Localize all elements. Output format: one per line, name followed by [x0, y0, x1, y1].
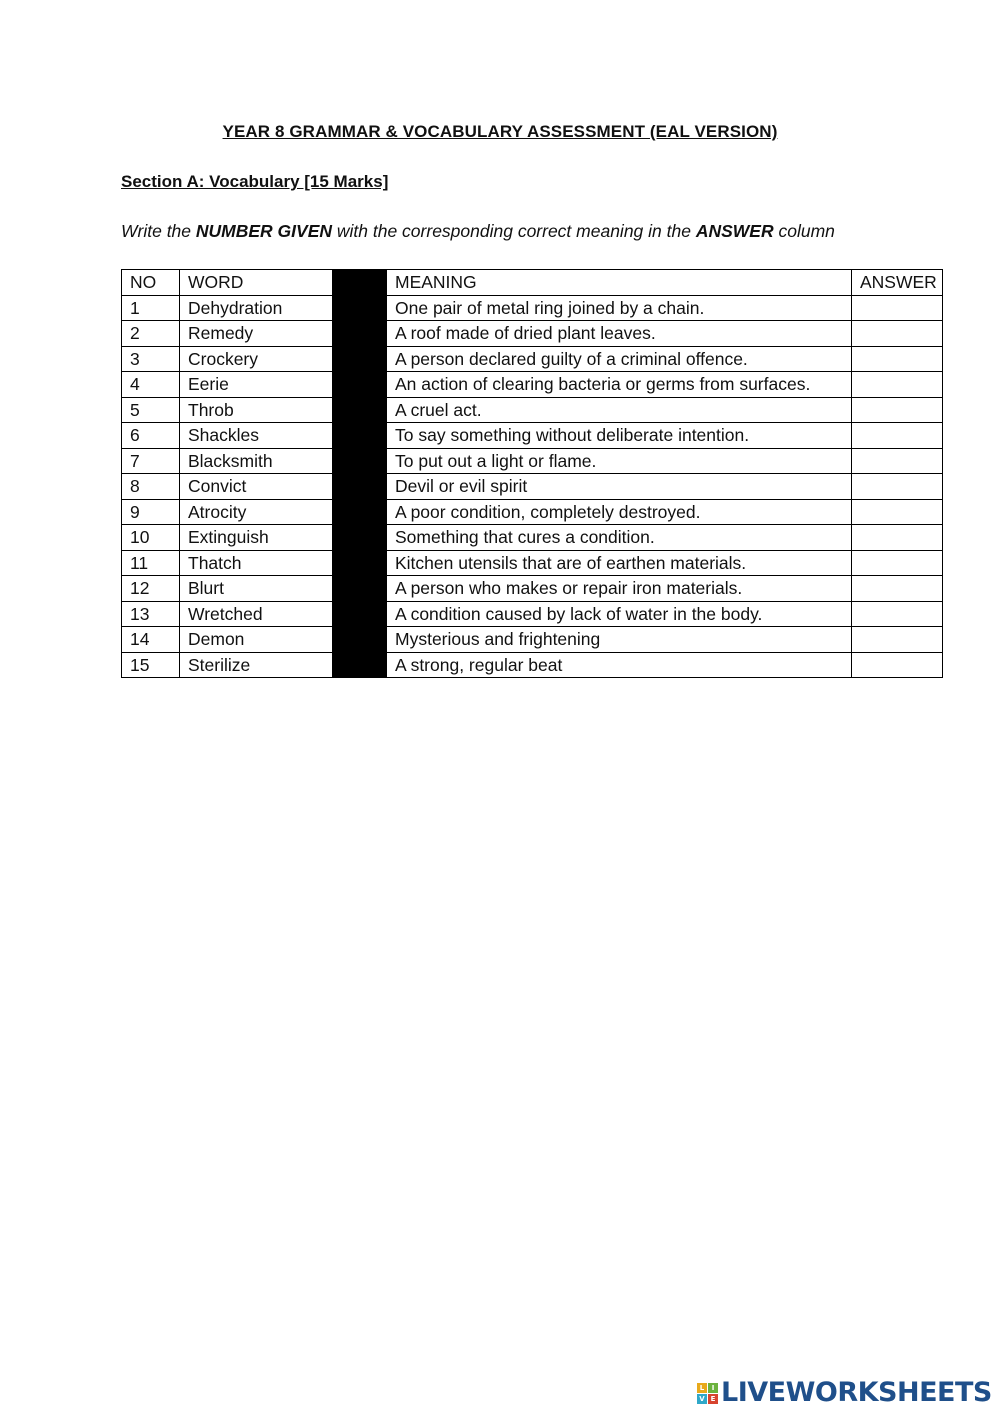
document-title: YEAR 8 GRAMMAR & VOCABULARY ASSESSMENT (EAL VERSION)	[222, 122, 778, 141]
table-row	[122, 576, 943, 602]
blacked-out-cell	[333, 295, 387, 321]
blacked-out-cell	[333, 652, 387, 678]
instruction-part-2: with the corresponding correct meaning in the	[332, 221, 696, 241]
row-number: 1	[122, 295, 180, 321]
answer-cell[interactable]	[852, 321, 943, 347]
table-row	[122, 474, 943, 500]
vocabulary-table	[121, 269, 943, 678]
table-row	[122, 652, 943, 678]
row-word: Demon	[180, 627, 333, 653]
row-number: 4	[122, 372, 180, 398]
instruction-part-1: Write the	[121, 221, 196, 241]
row-word: Crockery	[180, 346, 333, 372]
table-row	[122, 321, 943, 347]
row-number: 14	[122, 627, 180, 653]
blacked-out-cell	[333, 321, 387, 347]
row-word: Thatch	[180, 550, 333, 576]
header-meaning: MEANING	[387, 270, 852, 296]
row-number: 15	[122, 652, 180, 678]
liveworksheets-logo-icon	[697, 1383, 718, 1404]
answer-cell[interactable]	[852, 499, 943, 525]
header-word: WORD	[180, 270, 333, 296]
row-meaning: A person who makes or repair iron materials.	[387, 576, 852, 602]
row-meaning: Kitchen utensils that are of earthen materials.	[387, 550, 852, 576]
table-row	[122, 346, 943, 372]
answer-cell[interactable]	[852, 346, 943, 372]
blacked-out-cell	[333, 601, 387, 627]
liveworksheets-watermark	[697, 1378, 992, 1408]
row-meaning: A poor condition, completely destroyed.	[387, 499, 852, 525]
section-a-title: Section A: Vocabulary [15 Marks]	[121, 172, 389, 191]
blacked-out-cell	[333, 270, 387, 296]
row-word: Blacksmith	[180, 448, 333, 474]
table-row	[122, 601, 943, 627]
row-number: 9	[122, 499, 180, 525]
answer-cell[interactable]	[852, 372, 943, 398]
row-meaning: To put out a light or flame.	[387, 448, 852, 474]
answer-cell[interactable]	[852, 601, 943, 627]
table-row	[122, 627, 943, 653]
row-word: Remedy	[180, 321, 333, 347]
row-word: Shackles	[180, 423, 333, 449]
logo-square-4: E	[708, 1394, 718, 1404]
table-row	[122, 499, 943, 525]
row-word: Atrocity	[180, 499, 333, 525]
answer-cell[interactable]	[852, 576, 943, 602]
row-meaning: A roof made of dried plant leaves.	[387, 321, 852, 347]
answer-cell[interactable]	[852, 627, 943, 653]
logo-square-3: V	[697, 1394, 707, 1404]
blacked-out-cell	[333, 372, 387, 398]
row-word: Blurt	[180, 576, 333, 602]
row-word: Dehydration	[180, 295, 333, 321]
table-row	[122, 372, 943, 398]
row-meaning: Mysterious and frightening	[387, 627, 852, 653]
row-word: Throb	[180, 397, 333, 423]
answer-cell[interactable]	[852, 474, 943, 500]
row-meaning: A condition caused by lack of water in the body.	[387, 601, 852, 627]
row-word: Extinguish	[180, 525, 333, 551]
row-meaning: A strong, regular beat	[387, 652, 852, 678]
row-meaning: A cruel act.	[387, 397, 852, 423]
table-row	[122, 525, 943, 551]
instruction-text	[121, 221, 835, 242]
table-row	[122, 295, 943, 321]
blacked-out-cell	[333, 397, 387, 423]
row-number: 3	[122, 346, 180, 372]
blacked-out-cell	[333, 576, 387, 602]
row-number: 11	[122, 550, 180, 576]
row-number: 10	[122, 525, 180, 551]
blacked-out-cell	[333, 550, 387, 576]
row-meaning: To say something without deliberate intention.	[387, 423, 852, 449]
table-header-row	[122, 270, 943, 296]
blacked-out-cell	[333, 346, 387, 372]
row-number: 5	[122, 397, 180, 423]
logo-square-2: I	[708, 1383, 718, 1393]
instruction-part-3: column	[773, 221, 835, 241]
row-number: 2	[122, 321, 180, 347]
liveworksheets-brand-text: LIVEWORKSHEETS	[721, 1377, 992, 1408]
row-word: Wretched	[180, 601, 333, 627]
blacked-out-cell	[333, 474, 387, 500]
answer-cell[interactable]	[852, 295, 943, 321]
row-word: Convict	[180, 474, 333, 500]
header-no: NO	[122, 270, 180, 296]
row-number: 12	[122, 576, 180, 602]
row-word: Sterilize	[180, 652, 333, 678]
blacked-out-cell	[333, 525, 387, 551]
answer-cell[interactable]	[852, 448, 943, 474]
answer-cell[interactable]	[852, 397, 943, 423]
table-row	[122, 423, 943, 449]
logo-square-1: L	[697, 1383, 707, 1393]
table-row	[122, 448, 943, 474]
instruction-bold-answer: ANSWER	[695, 221, 774, 241]
row-meaning: An action of clearing bacteria or germs from surfaces.	[387, 372, 852, 398]
row-number: 13	[122, 601, 180, 627]
blacked-out-cell	[333, 448, 387, 474]
answer-cell[interactable]	[852, 525, 943, 551]
header-answer: ANSWER	[852, 270, 943, 296]
answer-cell[interactable]	[852, 652, 943, 678]
answer-cell[interactable]	[852, 423, 943, 449]
row-number: 6	[122, 423, 180, 449]
blacked-out-cell	[333, 499, 387, 525]
blacked-out-cell	[333, 423, 387, 449]
row-meaning: One pair of metal ring joined by a chain.	[387, 295, 852, 321]
answer-cell[interactable]	[852, 550, 943, 576]
blacked-out-cell	[333, 627, 387, 653]
row-meaning: A person declared guilty of a criminal offence.	[387, 346, 852, 372]
instruction-bold-number-given: NUMBER GIVEN	[195, 221, 333, 241]
row-meaning: Devil or evil spirit	[387, 474, 852, 500]
row-number: 8	[122, 474, 180, 500]
row-number: 7	[122, 448, 180, 474]
table-row	[122, 550, 943, 576]
row-meaning: Something that cures a condition.	[387, 525, 852, 551]
table-row	[122, 397, 943, 423]
row-word: Eerie	[180, 372, 333, 398]
